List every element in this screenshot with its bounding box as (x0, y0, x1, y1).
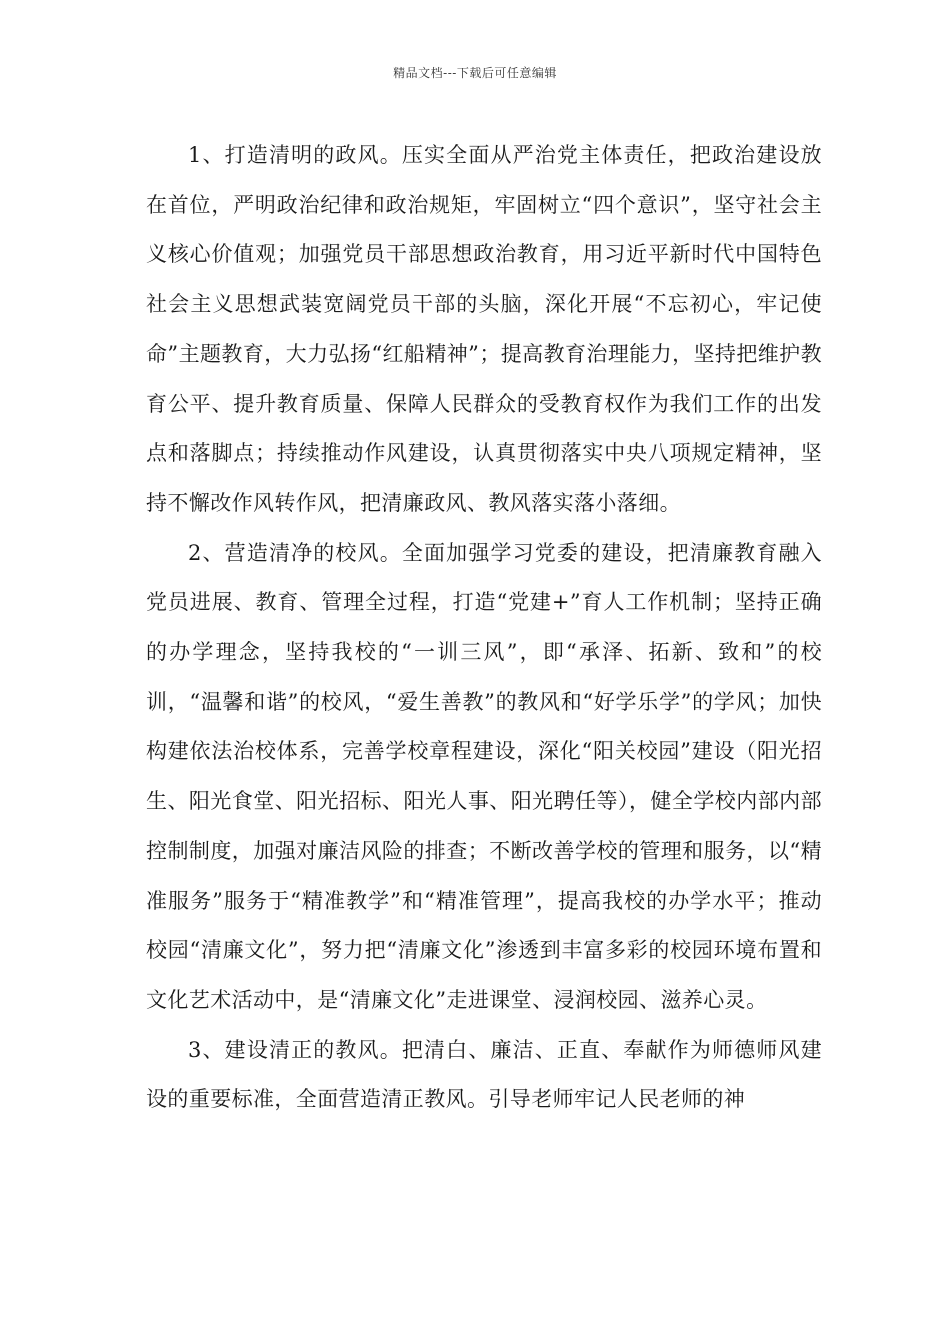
document-body (146, 131, 822, 1125)
paragraph-1: 1、打造清明的政风。压实全面从严治党主体责任，把政治建设放在首位，严明政治纪律和政治规矩，牢固树立“四个意识”，坚守社会主义核心价值观；加强党员干部思想政治教育，用习近平新时代中国特色社会主义思想武装宽阔党员干部的头脑，深化开展“不忘初心，牢记使命”主题教育，大力弘扬“红船精神”；提高教育治理能力，坚持把维护教育公平、提升教育质量、保障人民群众的受教育权作为我们工作的出发点和落脚点；持续推动作风建设，认真贯彻落实中央八项规定精神，坚持不懈改作风转作风，把清廉政风、教风落实落小落细。 (146, 143, 822, 515)
paragraph-3: 3、建设清正的教风。把清白、廉洁、正直、奉献作为师德师风建设的重要标准，全面营造清正教风。引导老师牢记人民老师的神 (146, 1037, 822, 1112)
paragraph-2: 2、营造清净的校风。全面加强学习党委的建设，把清廉教育融入党员进展、教育、管理全过程，打造“党建+”育人工作机制；坚持正确的办学理念，坚持我校的“一训三风”，即“承泽、拓新、致和”的校训，“温馨和谐”的校风，“爱生善教”的教风和“好学乐学”的学风；加快构建依法治校体系，完善学校章程建设，深化“阳关校园”建设（阳光招生、阳光食堂、阳光招标、阳光人事、阳光聘任等），健全学校内部内部控制制度，加强对廉洁风险的排查；不断改善学校的管理和服务，以“精准服务”服务于“精准教学”和“精准管理”，提高我校的办学水平；推动校园“清廉文化”，努力把“清廉文化”渗透到丰富多彩的校园环境布置和文化艺术活动中，是“清廉文化”走进课堂、浸润校园、滋养心灵。 (146, 540, 822, 1012)
page-header: 精品文档---下载后可任意编辑 (393, 66, 557, 80)
